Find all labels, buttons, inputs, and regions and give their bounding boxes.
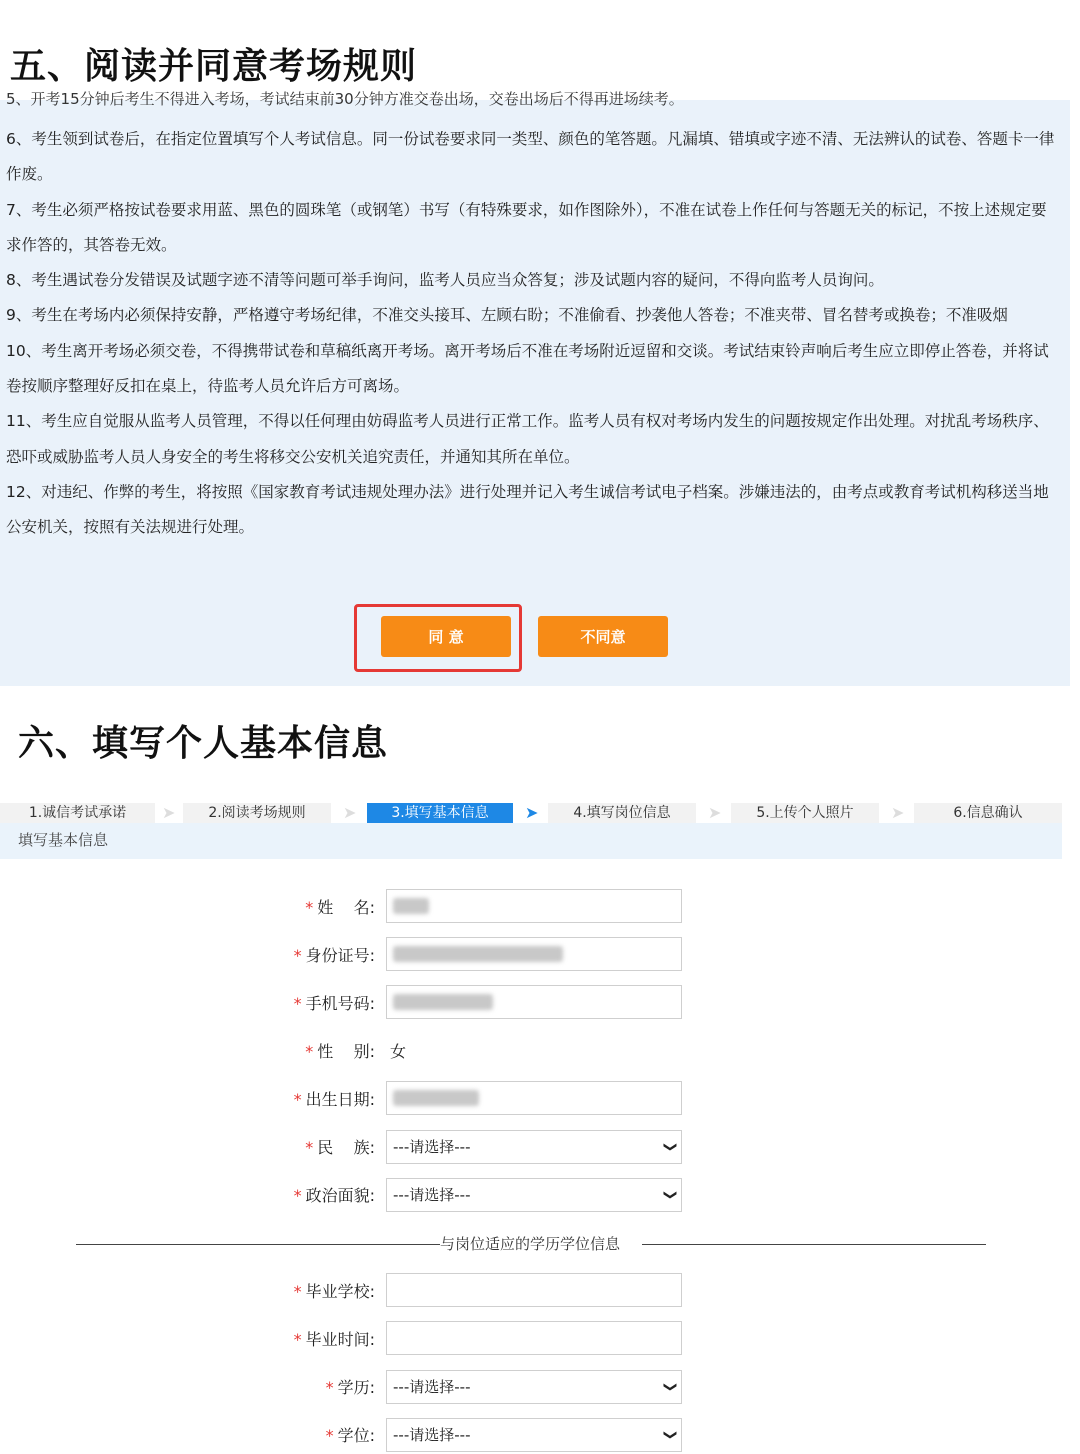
school-label-text: 毕业学校: bbox=[305, 1282, 375, 1301]
form-header-title: 填写基本信息 bbox=[18, 831, 109, 849]
phone-input[interactable] bbox=[386, 985, 682, 1019]
section-5-title: 五、阅读并同意考场规则 bbox=[10, 46, 418, 87]
chevron-down-icon: ❯ bbox=[662, 1189, 678, 1201]
required-mark: * bbox=[293, 1090, 302, 1109]
political-status-select-value: ---请选择--- bbox=[393, 1186, 471, 1204]
graduation-time-label bbox=[220, 1322, 375, 1358]
chevron-down-icon: ❯ bbox=[662, 1429, 678, 1441]
ethnicity-label bbox=[220, 1130, 375, 1166]
gender-value: 女 bbox=[390, 1042, 407, 1061]
step-arrow-icon: ➤ bbox=[708, 803, 722, 822]
agree-button[interactable]: 同 意 bbox=[381, 616, 511, 657]
political-status-select[interactable] bbox=[386, 1178, 682, 1212]
step-3: 3.填写基本信息 bbox=[367, 803, 513, 823]
step-arrow-icon: ➤ bbox=[343, 803, 357, 822]
ethnicity-select[interactable] bbox=[386, 1130, 682, 1164]
divider-line bbox=[76, 1244, 440, 1245]
chevron-down-icon: ❯ bbox=[662, 1381, 678, 1393]
rules-list bbox=[6, 122, 1056, 546]
education-level-select[interactable] bbox=[386, 1370, 682, 1404]
birth-date-label bbox=[220, 1082, 375, 1118]
step-arrow-icon: ➤ bbox=[162, 803, 176, 822]
rule-item: 10、考生离开考场必须交卷，不得携带试卷和草稿纸离开考场。离开考场后不准在考场附近逗留和交谈。考试结束铃声响后考生应立即停止答卷，并将试卷按顺序整理好反扣在桌上，待监考人员允许后方可离场。 bbox=[6, 341, 1049, 396]
degree-select-value: ---请选择--- bbox=[393, 1426, 471, 1444]
redacted-value bbox=[393, 946, 563, 962]
rule-item-partial: 5、开考15分钟后考生不得进入考场，考试结束前30分钟方准交卷出场，交卷出场后不得再进场续考。 bbox=[6, 90, 684, 108]
disagree-button[interactable]: 不同意 bbox=[538, 616, 668, 657]
birth-date-label-text: 出生日期: bbox=[305, 1090, 375, 1109]
required-mark: * bbox=[293, 946, 302, 965]
step-5: 5.上传个人照片 bbox=[731, 803, 879, 823]
section-6-title: 六、填写个人基本信息 bbox=[18, 723, 389, 764]
required-mark: * bbox=[305, 898, 314, 917]
education-level-select-value: ---请选择--- bbox=[393, 1378, 471, 1396]
redacted-value bbox=[393, 1090, 479, 1106]
phone-label bbox=[220, 986, 375, 1022]
rule-item: 12、对违纪、作弊的考生，将按照《国家教育考试违规处理办法》进行处理并记入考生诚信考试电子档案。涉嫌违法的，由考点或教育考试机构移送当地公安机关，按照有关法规进行处理。 bbox=[6, 482, 1049, 537]
rule-item: 6、考生领到试卷后，在指定位置填写个人考试信息。同一份试卷要求同一类型、颜色的笔答题。凡漏填、错填或字迹不清、无法辨认的试卷、答题卡一律作废。 bbox=[6, 130, 1055, 184]
rule-item: 9、考生在考场内必须保持安静，严格遵守考场纪律，不准交头接耳、左顾右盼；不准偷看、抄袭他人答卷；不准夹带、冒名替考或换卷；不准吸烟 bbox=[6, 306, 1008, 325]
ethnicity-select-value: ---请选择--- bbox=[393, 1138, 471, 1156]
name-label-text: 姓 名: bbox=[317, 898, 375, 917]
form-header bbox=[0, 823, 1062, 859]
graduation-time-label-text: 毕业时间: bbox=[305, 1330, 375, 1349]
rule-item: 7、考生必须严格按试卷要求用蓝、黑色的圆珠笔（或钢笔）书写（有特殊要求，如作图除外），不准在试卷上作任何与答题无关的标记，不按上述规定要求作答的，其答卷无效。 bbox=[6, 200, 1047, 254]
step-arrow-icon: ➤ bbox=[525, 803, 539, 822]
required-mark: * bbox=[293, 1282, 302, 1301]
degree-label-text: 学位: bbox=[337, 1426, 375, 1445]
gender-label-text: 性 别: bbox=[317, 1042, 375, 1061]
education-section-divider bbox=[76, 1234, 986, 1254]
gender-label bbox=[220, 1034, 375, 1070]
step-6: 6.信息确认 bbox=[914, 803, 1062, 823]
education-level-label-text: 学历: bbox=[337, 1378, 375, 1397]
school-label bbox=[220, 1274, 375, 1310]
birth-date-input[interactable] bbox=[386, 1081, 682, 1115]
divider-line bbox=[642, 1244, 986, 1245]
degree-select[interactable] bbox=[386, 1418, 682, 1452]
ethnicity-label-text: 民 族: bbox=[317, 1138, 375, 1157]
step-1: 1.诚信考试承诺 bbox=[0, 803, 155, 823]
required-mark: * bbox=[293, 1186, 302, 1205]
step-4: 4.填写岗位信息 bbox=[548, 803, 696, 823]
education-section-title: 与岗位适应的学历学位信息 bbox=[440, 1235, 621, 1253]
id-number-label bbox=[220, 938, 375, 974]
required-mark: * bbox=[293, 1330, 302, 1349]
political-status-label bbox=[220, 1178, 375, 1214]
rules-panel bbox=[0, 90, 1070, 686]
phone-label-text: 手机号码: bbox=[305, 994, 375, 1013]
required-mark: * bbox=[293, 994, 302, 1013]
political-status-label-text: 政治面貌: bbox=[305, 1186, 375, 1205]
step-progress-bar bbox=[0, 803, 1062, 823]
graduation-time-input[interactable] bbox=[386, 1321, 682, 1355]
required-mark: * bbox=[305, 1042, 314, 1061]
degree-label bbox=[220, 1418, 375, 1454]
rule-item: 11、考生应自觉服从监考人员管理，不得以任何理由妨碍监考人员进行正常工作。监考人员有权对考场内发生的问题按规定作出处理。对扰乱考场秩序、恐吓或威胁监考人员人身安全的考生将移交公安机关追究责任，并通知其所在单位。 bbox=[6, 412, 1049, 466]
chevron-down-icon: ❯ bbox=[662, 1141, 678, 1153]
rule-item: 8、考生遇试卷分发错误及试题字迹不清等问题可举手询问，监考人员应当众答复；涉及试题内容的疑问，不得向监考人员询问。 bbox=[6, 271, 884, 290]
name-label bbox=[220, 890, 375, 926]
step-2: 2.阅读考场规则 bbox=[183, 803, 331, 823]
redacted-value bbox=[393, 994, 493, 1010]
redacted-value bbox=[393, 898, 429, 914]
id-number-input[interactable] bbox=[386, 937, 682, 971]
education-level-label bbox=[220, 1370, 375, 1406]
school-input[interactable] bbox=[386, 1273, 682, 1307]
required-mark: * bbox=[325, 1378, 334, 1397]
step-arrow-icon: ➤ bbox=[891, 803, 905, 822]
id-number-label-text: 身份证号: bbox=[305, 946, 375, 965]
required-mark: * bbox=[305, 1138, 314, 1157]
required-mark: * bbox=[325, 1426, 334, 1445]
name-input[interactable] bbox=[386, 889, 682, 923]
